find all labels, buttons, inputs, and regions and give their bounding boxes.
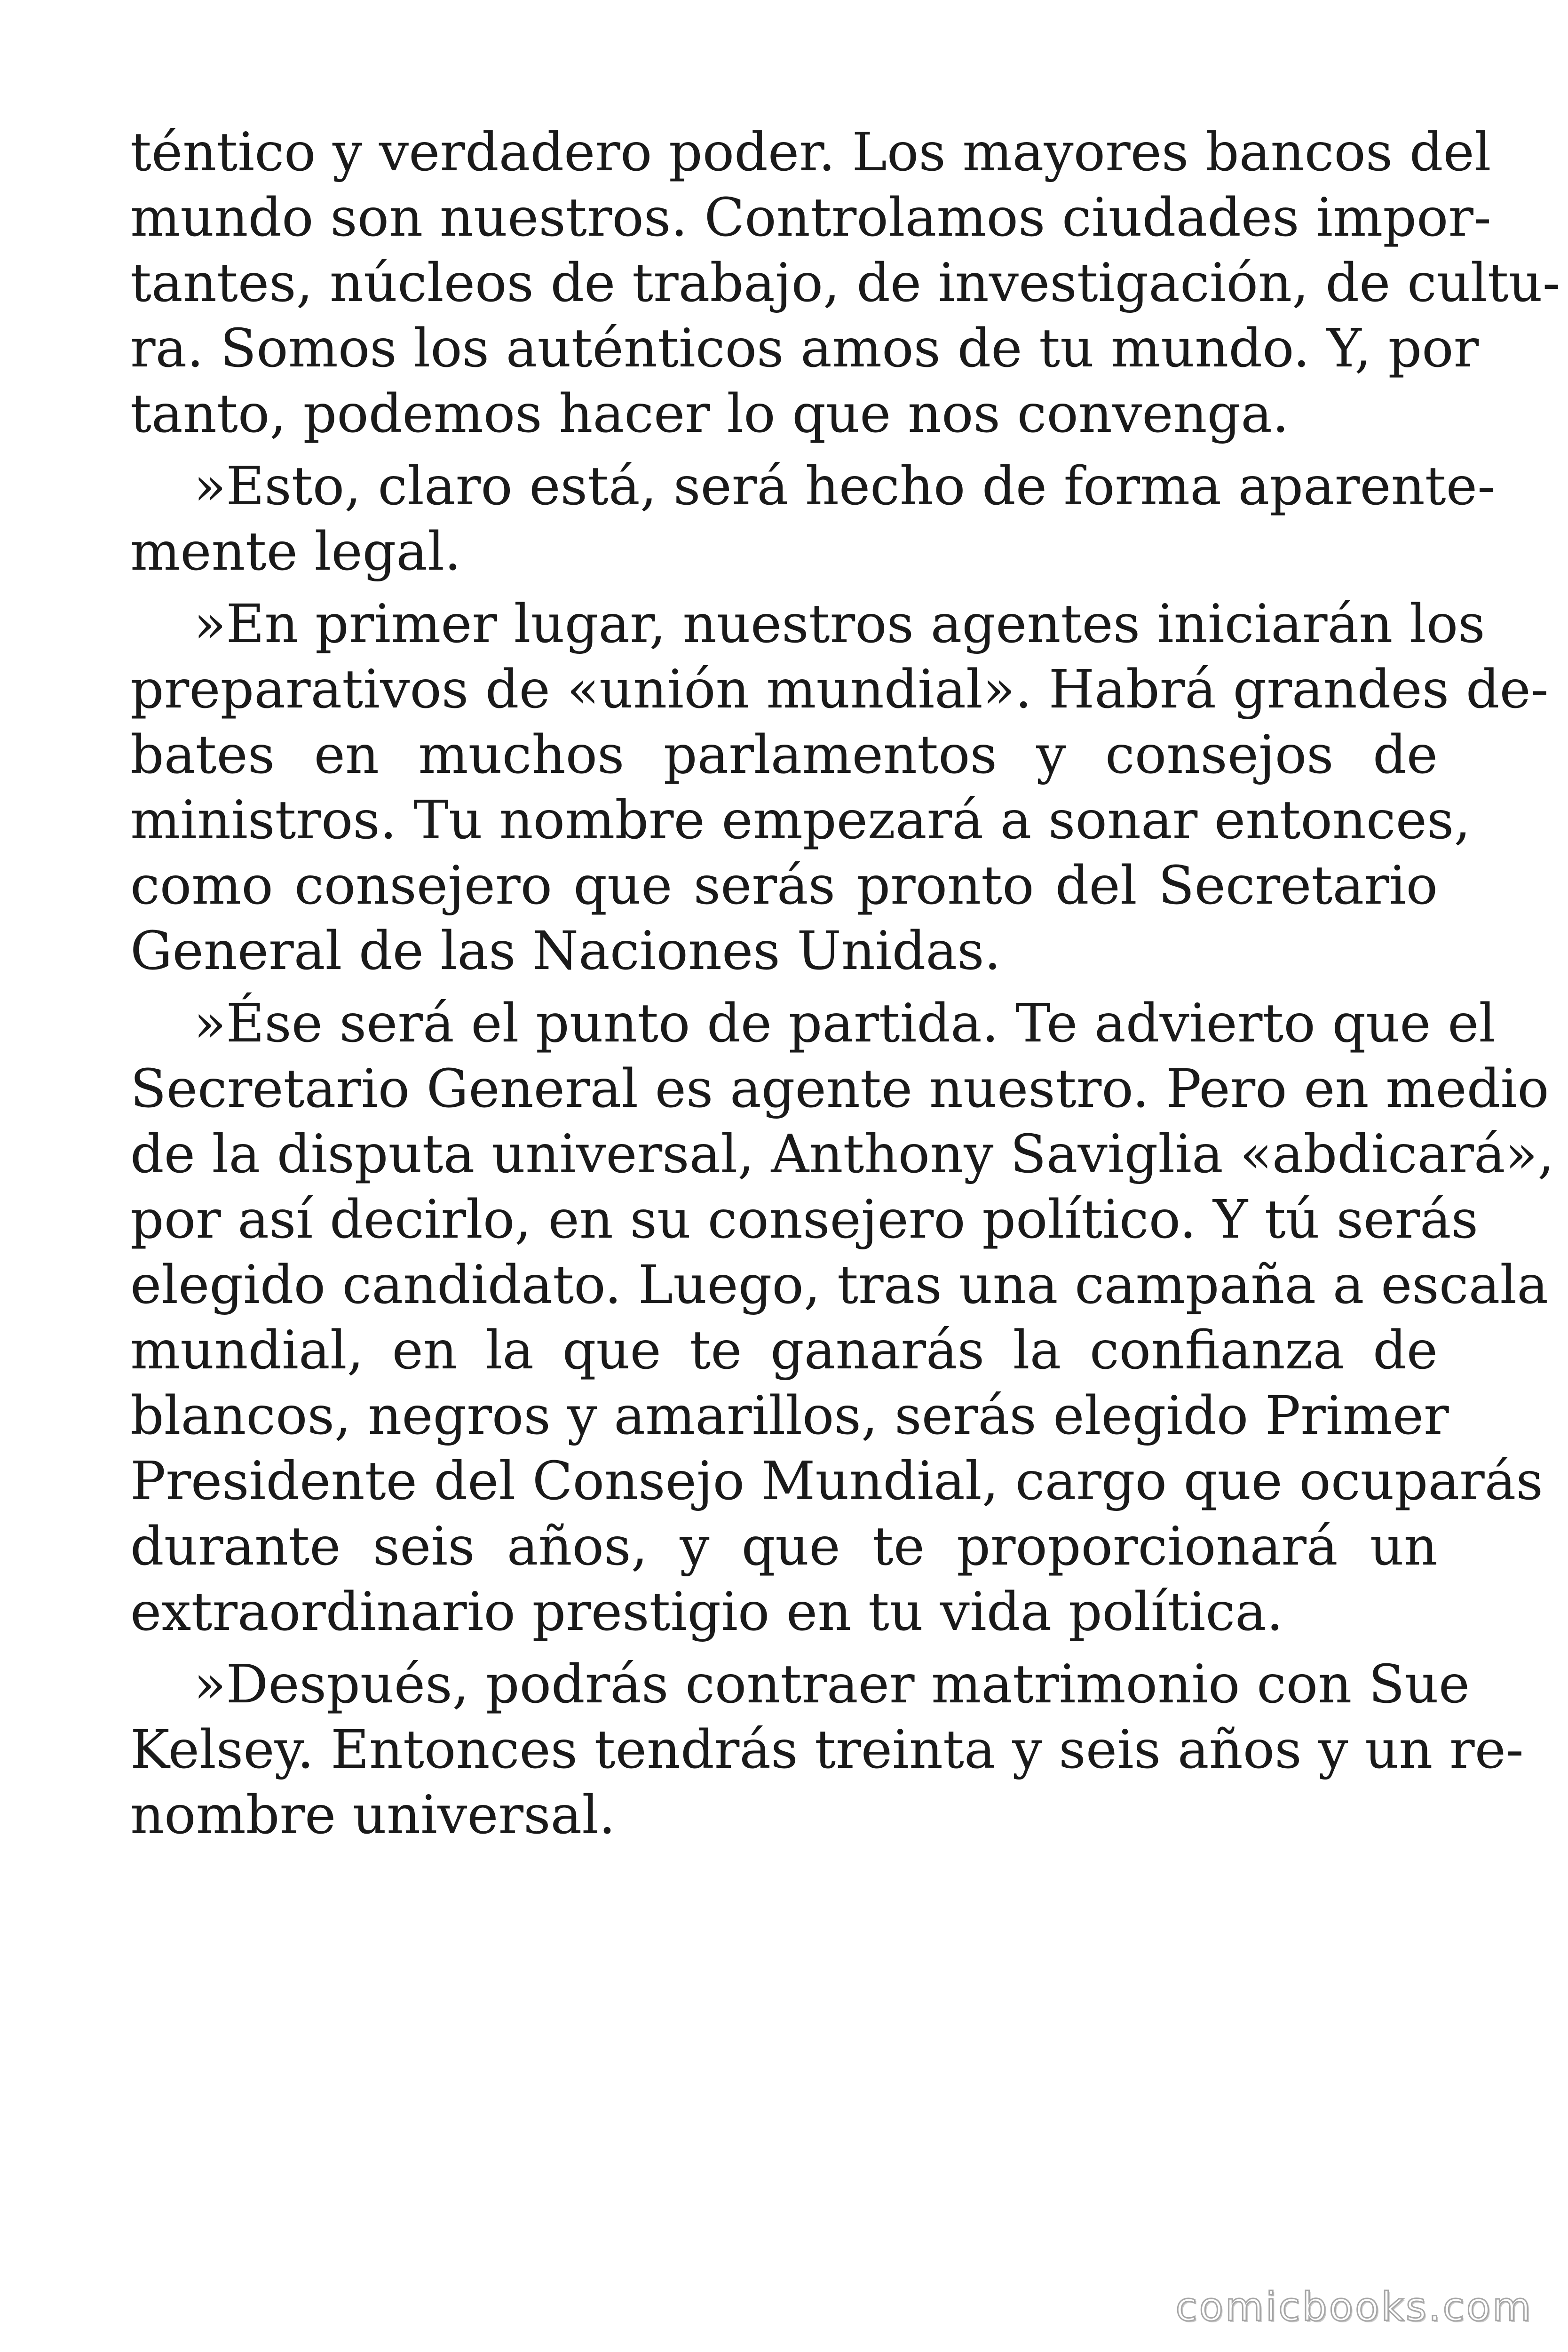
paragraph xyxy=(130,120,1560,447)
text-line: por así decirlo, en su consejero político. Y tú serás xyxy=(130,1189,1479,1250)
text-line: preparativos de «unión mundial». Habrá grandes de- xyxy=(130,659,1549,720)
text-line: mundial, en la que te ganarás la confianza de xyxy=(130,1320,1438,1381)
text-line: ra. Somos los auténticos amos de tu mundo. Y, por xyxy=(130,318,1479,379)
paragraph xyxy=(130,1652,1524,1848)
paragraph xyxy=(130,592,1549,984)
text-line: Kelsey. Entonces tendrás treinta y seis años y un re- xyxy=(130,1719,1524,1780)
text-line: de la disputa universal, Anthony Saviglia «abdicará», xyxy=(130,1124,1554,1185)
watermark: comicbooks.com xyxy=(1175,2284,1533,2330)
text-line: mundo son nuestros. Controlamos ciudades impor- xyxy=(130,187,1491,248)
paragraph xyxy=(130,454,1495,585)
text-line: mente legal. xyxy=(130,521,461,582)
text-line: Secretario General es agente nuestro. Pero en medio xyxy=(130,1058,1549,1120)
text-line: tanto, podemos hacer lo que nos convenga. xyxy=(130,383,1289,445)
text-line: bates en muchos parlamentos y consejos de xyxy=(130,724,1438,786)
text-line: blancos, negros y amarillos, serás elegido Primer xyxy=(130,1385,1449,1446)
text-line: téntico y verdadero poder. Los mayores bancos del xyxy=(130,122,1491,183)
text-line: durante seis años, y que te proporcionará un xyxy=(130,1516,1438,1577)
text-line: extraordinario prestigio en tu vida política. xyxy=(130,1581,1283,1643)
text-line: Presidente del Consejo Mundial, cargo que ocuparás xyxy=(130,1451,1543,1512)
text-line: ministros. Tu nombre empezará a sonar entonces, xyxy=(130,790,1471,851)
text-line: elegido candidato. Luego, tras una campaña a escala xyxy=(130,1255,1548,1316)
text-line: nombre universal. xyxy=(130,1785,616,1846)
text-line: tantes, núcleos de trabajo, de investigación, de cultu- xyxy=(130,253,1560,314)
text-line: General de las Naciones Unidas. xyxy=(130,921,1001,982)
text-line: como consejero que serás pronto del Secretario xyxy=(130,855,1438,916)
paragraph xyxy=(130,991,1554,1645)
text-line: »Después, podrás contraer matrimonio con Sue xyxy=(194,1654,1470,1715)
text-line: »En primer lugar, nuestros agentes iniciarán los xyxy=(194,594,1485,655)
body-text xyxy=(130,120,1560,1855)
text-line: »Ése será el punto de partida. Te advierto que el xyxy=(194,993,1496,1054)
text-line: »Esto, claro está, será hecho de forma aparente- xyxy=(194,456,1495,517)
